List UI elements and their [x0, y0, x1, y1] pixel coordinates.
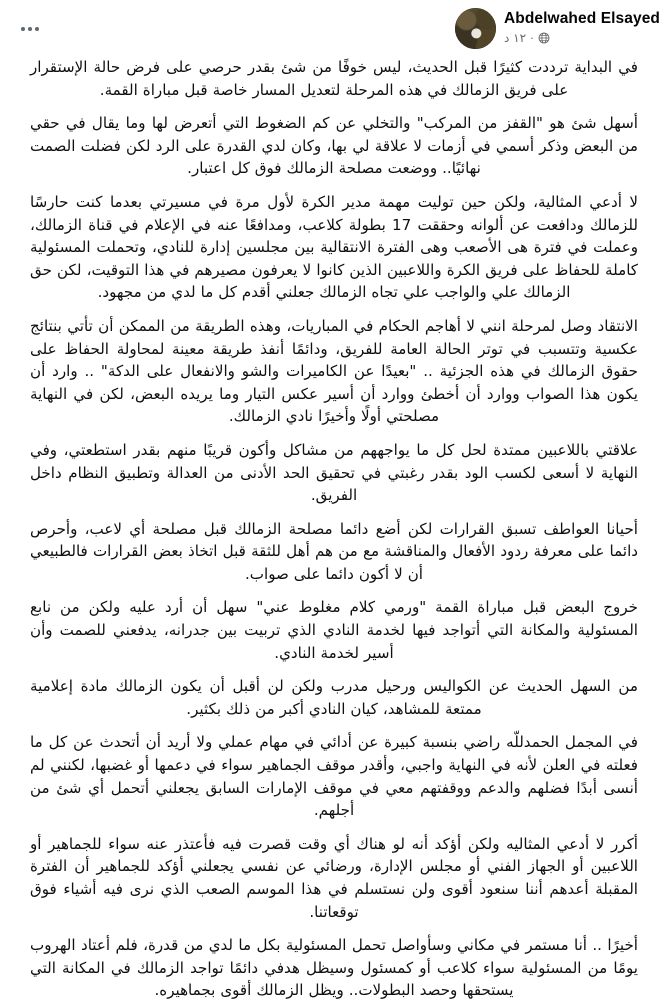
post-paragraph: لا أدعي المثالية، ولكن حين توليت مهمة مدير الكرة لأول مرة في مسيرتي بعدما كنت حارسًا للزمالك ودافعت عن ألوانه وحققت 17 بطولة كلاعب، ومدافعًا عنه في الإعلام في قناة الزمالك، وعملت في فترة هى الأصعب وهى الفترة الانتقالية بين مجلسين إدارة للنادي، وتحملت المسئولية كاملة للحفاظ على فريق الكرة واللاعبين الذين كانوا لا يعرفون مصيرهم في هذا التوقيت، لكن حق الزمالك علي والواجب علي تجاه الزمالك جعلني أقدم كل ما لدي من مجهود. [30, 192, 638, 302]
post-paragraph: علاقتي باللاعبين ممتدة لحل كل ما يواجههم من مشاكل وأكون قريبًا منهم بقدر استطعتي، وفي النهاية لا أسعى لكسب الود بقدر رغبتي في تحقيق الحد الأدنى من العدالة وتطبيق النظام داخل الفريق. [30, 440, 638, 505]
post-paragraph: أسهل شئ هو "القفز من المركب" والتخلي عن كم الضغوط التي أتعرض لها وما يقال في حقي من البعض وذكر أسمي في أزمات لا علاقة لي بها، وكان لدي القدرة على الرد لكن فضلت الصمت نهائيًا.. ووضعت مصلحة الزمالك فوق كل اعتبار. [30, 114, 638, 178]
ellipsis-horizontal-icon[interactable] [13, 23, 39, 35]
post-text-body [0, 56, 668, 1002]
author-name[interactable]: Abdelwahed Elsayed [504, 10, 660, 27]
post-paragraph: أخيرًا .. أنا مستمر في مكاني وسأواصل تحمل المسئولية بكل ما لدي من قدرة، فلم أعتاد الهروب يومًا من المسئولية سواء كلاعب أو كمسئول وسيظل هدفي دائمًا تواجد الزمالك في المكانة التي يستحقها وحصد البطولات.. ويظل الزمالك أقوى بجماهيره. [30, 936, 638, 1000]
post-meta[interactable] [504, 31, 550, 45]
dot-2 [28, 27, 32, 31]
post-paragraph: في المجمل الحمدللّه راضي بنسبة كبيرة عن أدائي في مهام عملي ولا أريد أن أتحدث عن كل ما فعلته في العلن لأنه في النهاية واجبي، وأقدر موقف الجماهير سواء في دعمها أو غضبها، لكنني لم أنسى أبدًا فضلهم والدعم ووقفتهم معي في موقف الإمارات السابق يجعلني أتحمل أي شئ من أجلهم. [30, 733, 638, 820]
post-author-block [455, 8, 660, 49]
profile-photo [455, 8, 496, 49]
avatar[interactable] [455, 8, 496, 49]
globe-icon [538, 32, 550, 44]
post-paragraph: الانتقاد وصل لمرحلة انني لا أهاجم الحكام في المباريات، وهذه الطريقة من الممكن أن تأتي بنتائج عكسية وتتسبب في توتر الحالة العامة للفريق، ودائمًا أنفذ طريقة معينة لمحاولة الحفاظ على حقوق الزمالك في هذه الجزئية .. "بعيدًا عن الكاميرات والشو والانفعال على الدكة" .. وارد أن يكون هذا الصواب ووارد أن أخطئ ووارد أن أسير عكس التيار وما يريده البعض، لكن في النهاية مصلحتي أولًا وأخيرًا نادي الزمالك. [30, 316, 638, 426]
post-paragraph: من السهل الحديث عن الكواليس ورحيل مدرب ولكن لن أقبل أن يكون الزمالك مادة إعلامية ممتعة للمشاهد، كيان النادي أكبر من ذلك بكثير. [30, 677, 638, 718]
post-header [0, 0, 668, 56]
dot-1 [35, 27, 39, 31]
meta-separator: · [530, 31, 534, 45]
post-paragraph: أحيانا العواطف تسبق القرارات لكن أضع دائما مصلحة الزمالك قبل مصلحة أي لاعب، وأحرص دائما على معرفة ردود الأفعال والمناقشة مع من هم أهل للثقة قبل اتخاذ بعض القرارات فالطبيعي أن لا أكون دائما على صواب. [30, 519, 638, 583]
post-paragraph: خروج البعض قبل مباراة القمة "ورمي كلام مغلوط عني" سهل أن أرد عليه ولكن من نابع المسئولية والمكانة التي أتواجد فيها لخدمة النادي الذي تربيت بين جدرانه، يدفعني للصمت وأن أسير لخدمة النادي. [30, 598, 638, 662]
author-info [504, 8, 660, 45]
dot-3 [21, 27, 25, 31]
post-paragraph: في البداية ترددت كثيرًا قبل الحديث، ليس خوفًا من شئ بقدر حرصي على فرض حالة الإستقرار على فريق الزمالك في هذه المرحلة لتعديل المسار خاصة قبل مباراة القمة. [30, 58, 638, 99]
post-paragraph: أكرر لا أدعي المثاليه ولكن أؤكد أنه لو هناك أي وقت قصرت فيه فأعتذر عنه سواء للجماهير أو اللاعبين أو الجهاز الفني أو مجلس الإدارة، ورضائي عن نفسي يجعلني أؤكد للجماهير أن الفترة المقبلة أعدهم أننا سنعود أقوى ولن نستسلم في هذا الموسم الصعب الذي نرى فيه أشياء فوق توقعاتنا. [30, 834, 638, 921]
post-timestamp[interactable]: ١٢ د [504, 31, 527, 45]
